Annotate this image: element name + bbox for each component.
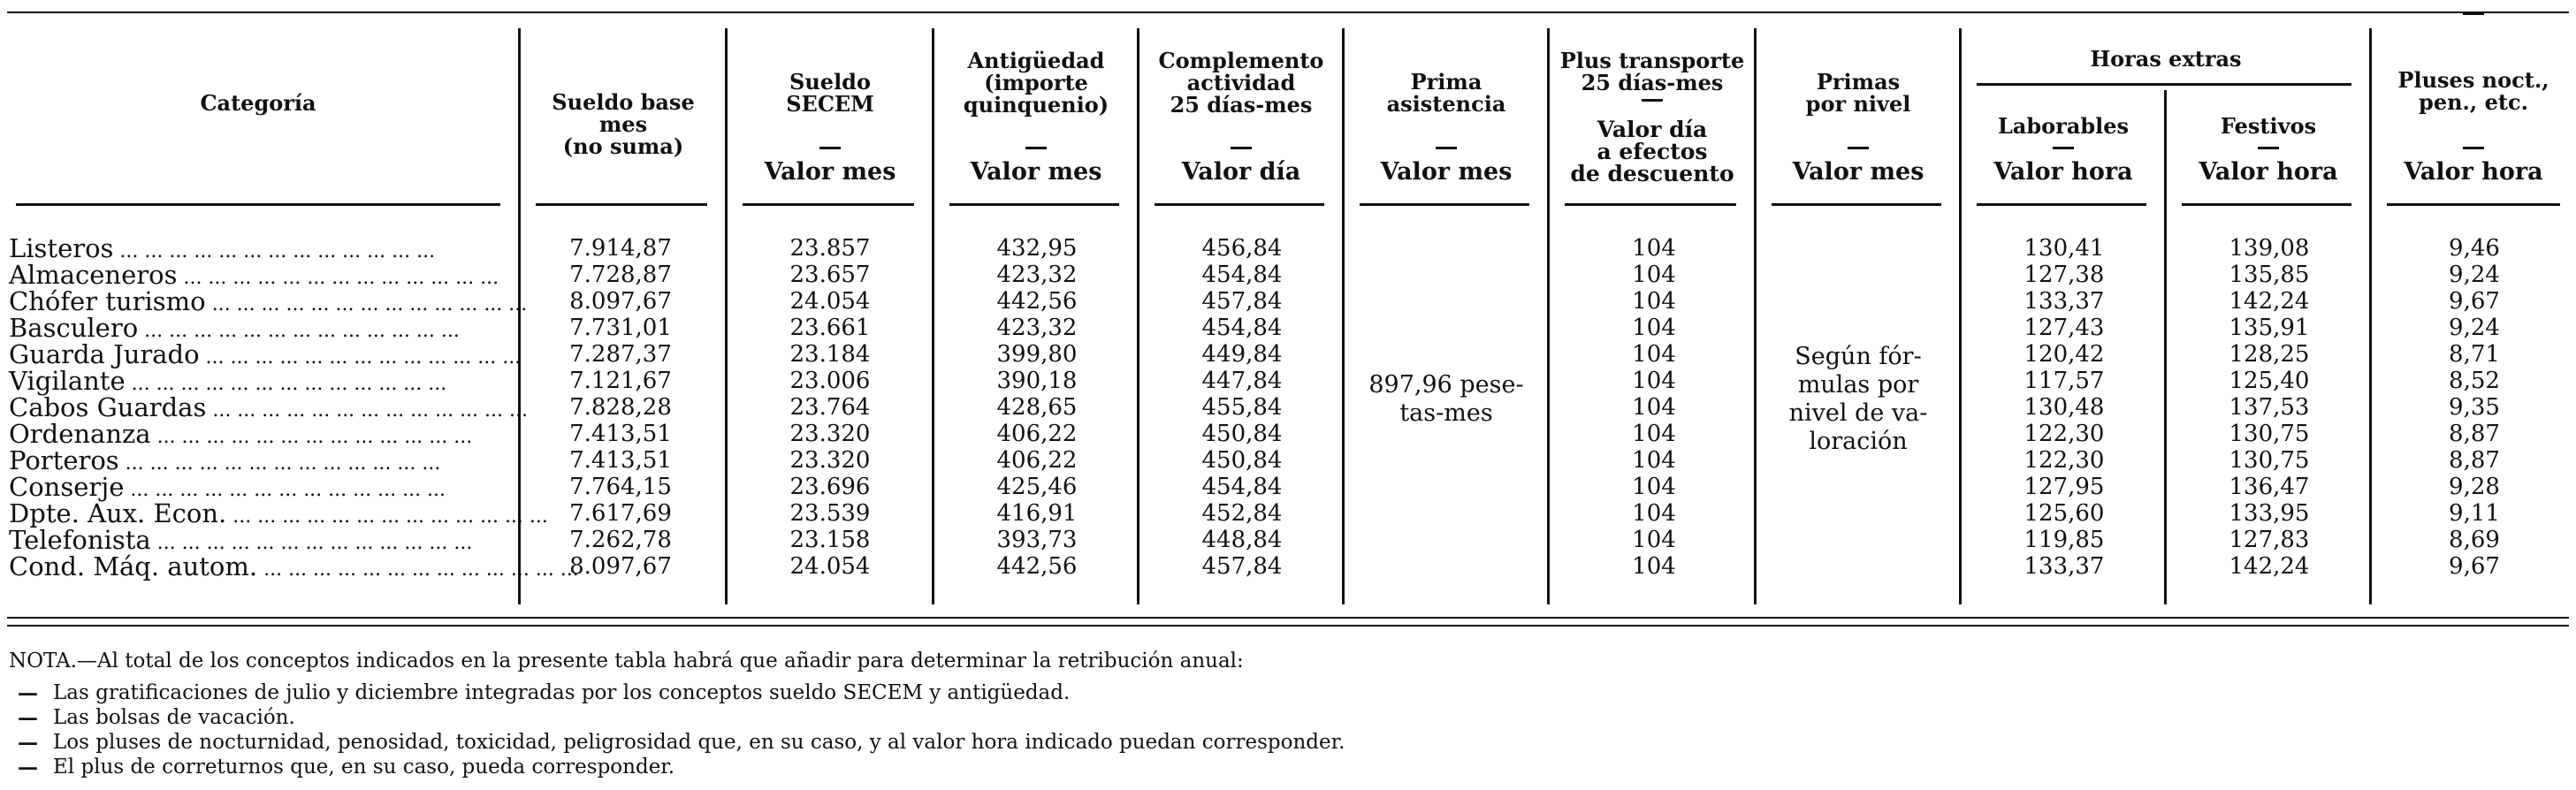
table-cell: 122,30 bbox=[2023, 447, 2105, 474]
header-prima-label: Prima asistencia bbox=[1386, 69, 1506, 117]
row-category bbox=[9, 392, 528, 422]
row-category bbox=[9, 235, 514, 262]
category-name: Almaceneros bbox=[9, 260, 178, 290]
table-cell: 104 bbox=[1632, 341, 1676, 368]
header-dash bbox=[819, 147, 841, 149]
header-pluses-noct bbox=[2373, 0, 2574, 203]
table-cell: 450,84 bbox=[1201, 421, 1283, 447]
header-antiguedad bbox=[935, 0, 1137, 203]
table-cell: 130,41 bbox=[2023, 235, 2105, 262]
table-cell: 457,84 bbox=[1201, 553, 1283, 580]
header-underline bbox=[1977, 203, 2146, 206]
table-cell: 8,52 bbox=[2449, 368, 2500, 394]
column-pluses-noct bbox=[2390, 235, 2558, 580]
table-cell: 104 bbox=[1632, 288, 1676, 315]
header-dash bbox=[1848, 147, 1869, 149]
header-prima bbox=[1345, 0, 1547, 203]
note-item: Los pluses de nocturnidad, penosidad, toxicidad, peligrosidad que, en su caso, y al valor hora indicado puedan corresponder. bbox=[53, 731, 1345, 754]
row-category bbox=[9, 368, 514, 394]
column-sueldo-secem bbox=[746, 235, 914, 580]
row-category bbox=[9, 474, 514, 500]
leader-dots: ... ... ... ... ... ... ... ... ... ... ... ... ... bbox=[257, 558, 579, 581]
leader-dots: ... ... ... ... ... ... ... ... ... ... ... ... ... bbox=[226, 505, 548, 528]
category-name: Basculero bbox=[9, 313, 139, 343]
header-antiguedad-label: Antigüedad (importe quinquenio) bbox=[963, 48, 1109, 118]
table-cell: 119,85 bbox=[2023, 527, 2105, 553]
table-cell: 127,95 bbox=[2023, 474, 2105, 500]
table-cell: 125,40 bbox=[2229, 368, 2310, 394]
note-item: Las gratificaciones de julio y diciembre integradas por los conceptos sueldo SECEM y antigüedad. bbox=[53, 681, 1071, 704]
table-cell: 120,42 bbox=[2023, 341, 2105, 368]
header-underline bbox=[536, 203, 707, 206]
table-cell: 136,47 bbox=[2229, 474, 2310, 500]
leader-dots: ... ... ... ... ... ... ... ... ... ... ... ... ... bbox=[150, 532, 473, 554]
table-cell: 432,95 bbox=[996, 235, 1078, 262]
table-cell: 127,38 bbox=[2023, 262, 2105, 288]
table-cell: 7.914,87 bbox=[569, 235, 672, 262]
header-laborables bbox=[1962, 0, 2164, 203]
table-cell: 7.764,15 bbox=[569, 474, 672, 500]
table-cell: 8,71 bbox=[2449, 341, 2500, 368]
category-name: Conserje bbox=[9, 472, 125, 502]
table-cell: 406,22 bbox=[996, 447, 1078, 474]
header-pluses-noct-label: Pluses noct., pen., etc. bbox=[2397, 67, 2549, 115]
table-cell: 9,35 bbox=[2449, 394, 2500, 421]
header-dash bbox=[2463, 12, 2484, 15]
col-divider bbox=[1754, 28, 1757, 604]
table-cell: 8,69 bbox=[2449, 527, 2500, 553]
row-category bbox=[9, 527, 514, 553]
header-unit: Valor hora bbox=[2199, 158, 2338, 186]
header-unit: Valor hora bbox=[1993, 158, 2133, 186]
header-underline bbox=[1565, 203, 1736, 206]
header-dash bbox=[2463, 147, 2484, 149]
header-sueldo-base bbox=[522, 69, 725, 157]
table-cell: 23.320 bbox=[789, 421, 871, 447]
table-cell: 9,28 bbox=[2449, 474, 2500, 500]
header-plus-transporte-unit: Valor día a efectos de descuento bbox=[1570, 117, 1734, 186]
bullet-dash: — bbox=[18, 756, 38, 779]
table-cell: 454,84 bbox=[1201, 262, 1283, 288]
leader-dots: ... ... ... ... ... ... ... ... ... ... ... ... ... bbox=[125, 373, 447, 395]
header-sueldo-secem-label: Sueldo SECEM bbox=[786, 69, 874, 117]
header-underline bbox=[1360, 203, 1529, 206]
header-underline bbox=[949, 203, 1119, 206]
table-cell: 8.097,67 bbox=[569, 288, 672, 315]
table-cell: 448,84 bbox=[1201, 527, 1283, 553]
table-cell: 425,46 bbox=[996, 474, 1078, 500]
table-cell: 449,84 bbox=[1201, 341, 1283, 368]
header-underline bbox=[1772, 203, 1941, 206]
table-cell: 104 bbox=[1632, 447, 1676, 474]
table-cell: 423,32 bbox=[996, 315, 1078, 341]
leader-dots: ... ... ... ... ... ... ... ... ... ... ... ... ... bbox=[205, 293, 528, 315]
table-cell: 142,24 bbox=[2229, 288, 2310, 315]
table-cell: 428,65 bbox=[996, 394, 1078, 421]
header-unit: Valor día bbox=[1181, 158, 1301, 186]
table-cell: 133,95 bbox=[2229, 500, 2310, 527]
category-name: Porteros bbox=[9, 445, 119, 475]
header-primas-nivel-label: Primas por nivel bbox=[1805, 69, 1911, 117]
leader-dots: ... ... ... ... ... ... ... ... ... ... ... ... ... bbox=[124, 479, 446, 501]
header-underline bbox=[2182, 203, 2351, 206]
header-sueldo-secem bbox=[728, 0, 932, 203]
header-laborables-label: Laborables bbox=[1997, 113, 2130, 139]
row-category bbox=[9, 286, 528, 316]
table-cell: 416,91 bbox=[996, 500, 1078, 527]
table-cell: 457,84 bbox=[1201, 288, 1283, 315]
table-cell: 9,24 bbox=[2449, 262, 2500, 288]
table-cell: 133,37 bbox=[2023, 553, 2105, 580]
table-cell: 9,11 bbox=[2449, 500, 2500, 527]
header-unit: Valor mes bbox=[1792, 158, 1924, 186]
column-plus-transporte bbox=[1568, 235, 1740, 580]
leader-dots: ... ... ... ... ... ... ... ... ... ... ... ... ... bbox=[150, 426, 473, 448]
row-category bbox=[9, 262, 514, 288]
header-complemento bbox=[1140, 0, 1342, 203]
table-cell: 447,84 bbox=[1201, 368, 1283, 394]
leader-dots: ... ... ... ... ... ... ... ... ... ... ... ... ... bbox=[206, 399, 528, 422]
col-divider bbox=[2164, 90, 2167, 604]
leader-dots: ... ... ... ... ... ... ... ... ... ... ... ... ... bbox=[177, 267, 499, 289]
header-underline bbox=[2387, 203, 2560, 206]
bottom-rule-2 bbox=[7, 625, 2569, 627]
bullet-dash: — bbox=[18, 731, 38, 755]
column-complemento bbox=[1158, 235, 1326, 580]
column-antiguedad bbox=[953, 235, 1121, 580]
table-cell: 23.857 bbox=[789, 235, 871, 262]
table-cell: 442,56 bbox=[996, 553, 1078, 580]
header-underline bbox=[1155, 203, 1324, 206]
table-cell: 7.617,69 bbox=[569, 500, 672, 527]
table-cell: 130,75 bbox=[2229, 421, 2310, 447]
table-cell: 8,87 bbox=[2449, 447, 2500, 474]
table-cell: 8.097,67 bbox=[569, 553, 672, 580]
header-festivos bbox=[2168, 0, 2369, 203]
table-cell: 104 bbox=[1632, 394, 1676, 421]
table-cell: 23.184 bbox=[789, 341, 871, 368]
table-cell: 104 bbox=[1632, 500, 1676, 527]
table-cell: 455,84 bbox=[1201, 394, 1283, 421]
table-cell: 23.539 bbox=[789, 500, 871, 527]
primas-nivel-value: Según fór- mulas por nivel de va- loración bbox=[1788, 343, 1928, 455]
table-cell: 399,80 bbox=[996, 341, 1078, 368]
header-unit: Valor hora bbox=[2404, 158, 2543, 186]
table-cell: 406,22 bbox=[996, 421, 1078, 447]
col-divider bbox=[1959, 28, 1962, 604]
table-cell: 9,24 bbox=[2449, 315, 2500, 341]
row-category bbox=[9, 551, 579, 581]
table-cell: 442,56 bbox=[996, 288, 1078, 315]
header-unit: Valor mes bbox=[1380, 158, 1513, 186]
table-cell: 23.657 bbox=[789, 262, 871, 288]
table-cell: 450,84 bbox=[1201, 447, 1283, 474]
header-underline bbox=[743, 203, 914, 206]
table-cell: 104 bbox=[1632, 474, 1676, 500]
header-dash bbox=[1231, 147, 1252, 149]
table-cell: 24.054 bbox=[789, 288, 871, 315]
category-name: Chófer turismo bbox=[9, 286, 206, 316]
prima-asistencia-value: 897,96 pese- tas-mes bbox=[1368, 371, 1524, 427]
table-cell: 423,32 bbox=[996, 262, 1078, 288]
table-cell: 127,43 bbox=[2023, 315, 2105, 341]
header-dash bbox=[1025, 147, 1047, 149]
header-underline bbox=[16, 203, 500, 206]
table-cell: 456,84 bbox=[1201, 235, 1283, 262]
header-unit: Valor mes bbox=[764, 158, 896, 186]
header-categoria bbox=[16, 92, 500, 114]
col-divider bbox=[725, 28, 728, 604]
table-cell: 104 bbox=[1632, 368, 1676, 394]
table-cell: 23.696 bbox=[789, 474, 871, 500]
category-name: Ordenanza bbox=[9, 419, 151, 449]
row-category bbox=[9, 498, 548, 528]
table-cell: 104 bbox=[1632, 315, 1676, 341]
leader-dots: ... ... ... ... ... ... ... ... ... ... ... ... ... bbox=[199, 346, 522, 368]
table-cell: 125,60 bbox=[2023, 500, 2105, 527]
table-cell: 137,53 bbox=[2229, 394, 2310, 421]
table-cell: 104 bbox=[1632, 527, 1676, 553]
table-cell: 23.320 bbox=[789, 447, 871, 474]
table-cell: 135,85 bbox=[2229, 262, 2310, 288]
table-cell: 135,91 bbox=[2229, 315, 2310, 341]
col-divider bbox=[1547, 28, 1550, 604]
note-intro: NOTA.—Al total de los conceptos indicados en la presente tabla habrá que añadir para determinar la retribución anual: bbox=[9, 649, 1244, 672]
table-cell: 142,24 bbox=[2229, 553, 2310, 580]
column-sueldo-base bbox=[541, 235, 700, 580]
table-cell: 122,30 bbox=[2023, 421, 2105, 447]
header-dash bbox=[2258, 147, 2279, 149]
header-sueldo-base-label: Sueldo base mes (no suma) bbox=[552, 89, 695, 159]
table-cell: 7.828,28 bbox=[569, 394, 672, 421]
category-name: Telefonista bbox=[9, 525, 151, 555]
header-plus-transporte-label: Plus transporte 25 días-mes bbox=[1559, 48, 1745, 95]
table-cell: 127,83 bbox=[2229, 527, 2310, 553]
header-categoria-label: Categoría bbox=[200, 90, 316, 116]
header-horas-extras-label: Horas extras bbox=[2090, 46, 2242, 72]
leader-dots: ... ... ... ... ... ... ... ... ... ... ... ... ... bbox=[138, 320, 460, 342]
table-cell: 7.121,67 bbox=[569, 368, 672, 394]
table-cell: 128,25 bbox=[2229, 341, 2310, 368]
table-cell: 130,48 bbox=[2023, 394, 2105, 421]
table-cell: 130,75 bbox=[2229, 447, 2310, 474]
row-category bbox=[9, 339, 522, 369]
col-divider bbox=[1342, 28, 1345, 604]
table-cell: 9,67 bbox=[2449, 288, 2500, 315]
category-name: Dpte. Aux. Econ. bbox=[9, 498, 227, 528]
table-cell: 454,84 bbox=[1201, 315, 1283, 341]
table-cell: 23.764 bbox=[789, 394, 871, 421]
column-categoria bbox=[9, 233, 579, 581]
table-cell: 139,08 bbox=[2229, 235, 2310, 262]
bullet-dash: — bbox=[18, 706, 38, 730]
note-item: El plus de correturnos que, en su caso, pueda corresponder. bbox=[53, 756, 675, 779]
bottom-rule-1 bbox=[7, 617, 2569, 619]
table-cell: 23.158 bbox=[789, 527, 871, 553]
header-dash bbox=[2053, 147, 2074, 149]
table-cell: 104 bbox=[1632, 235, 1676, 262]
col-divider bbox=[1137, 28, 1139, 604]
table-cell: 7.413,51 bbox=[569, 447, 672, 474]
header-primas-nivel bbox=[1757, 0, 1959, 203]
bullet-dash: — bbox=[18, 681, 38, 705]
table-cell: 23.661 bbox=[789, 315, 871, 341]
category-name: Vigilante bbox=[9, 366, 126, 396]
table-cell: 8,87 bbox=[2449, 421, 2500, 447]
table-cell: 104 bbox=[1632, 553, 1676, 580]
table-cell: 9,46 bbox=[2449, 235, 2500, 262]
column-laborables bbox=[1980, 235, 2148, 580]
leader-dots: ... ... ... ... ... ... ... ... ... ... ... ... ... bbox=[118, 452, 441, 475]
leader-dots: ... ... ... ... ... ... ... ... ... ... ... ... ... bbox=[113, 240, 436, 262]
header-dash bbox=[1642, 99, 1663, 102]
note-item: Las bolsas de vacación. bbox=[53, 706, 295, 729]
table-cell: 104 bbox=[1632, 262, 1676, 288]
table-cell: 7.287,37 bbox=[569, 341, 672, 368]
category-name: Guarda Jurado bbox=[9, 339, 200, 369]
table-cell: 390,18 bbox=[996, 368, 1078, 394]
table-cell: 117,57 bbox=[2023, 368, 2105, 394]
table-cell: 7.413,51 bbox=[569, 421, 672, 447]
header-plus-transporte bbox=[1551, 0, 1754, 203]
header-festivos-label: Festivos bbox=[2220, 113, 2317, 139]
table-cell: 7.728,87 bbox=[569, 262, 672, 288]
col-divider bbox=[932, 28, 934, 604]
header-complemento-label: Complemento actividad 25 días-mes bbox=[1158, 48, 1324, 118]
table-cell: 133,37 bbox=[2023, 288, 2105, 315]
table-cell: 7.262,78 bbox=[569, 527, 672, 553]
column-festivos bbox=[2185, 235, 2353, 580]
row-category bbox=[9, 421, 514, 447]
category-name: Listeros bbox=[9, 233, 114, 263]
row-category bbox=[9, 447, 514, 474]
row-category bbox=[9, 315, 514, 341]
category-name: Cond. Máq. autom. bbox=[9, 551, 258, 581]
header-dash bbox=[1436, 147, 1457, 149]
col-divider bbox=[2369, 28, 2372, 604]
table-cell: 104 bbox=[1632, 421, 1676, 447]
table-cell: 9,67 bbox=[2449, 553, 2500, 580]
table-cell: 24.054 bbox=[789, 553, 871, 580]
table-cell: 454,84 bbox=[1201, 474, 1283, 500]
category-name: Cabos Guardas bbox=[9, 392, 207, 422]
table-cell: 393,73 bbox=[996, 527, 1078, 553]
table-cell: 452,84 bbox=[1201, 500, 1283, 527]
header-unit: Valor mes bbox=[970, 158, 1102, 186]
table-cell: 23.006 bbox=[789, 368, 871, 394]
table-cell: 7.731,01 bbox=[569, 315, 672, 341]
